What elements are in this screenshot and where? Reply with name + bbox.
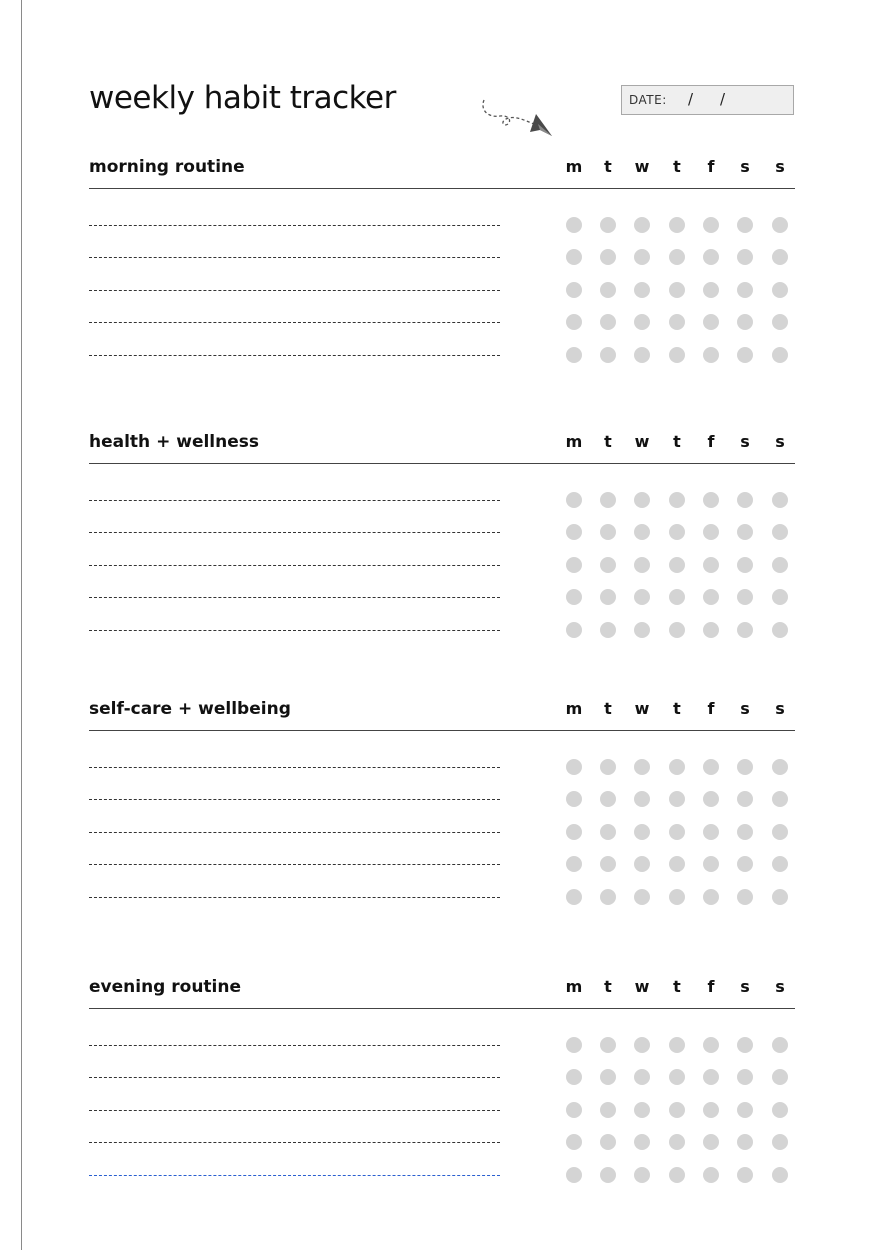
habit-checkbox-dot[interactable] <box>566 1167 582 1183</box>
habit-checkbox-dot[interactable] <box>600 1167 616 1183</box>
habit-checkbox-dot[interactable] <box>772 759 788 775</box>
habit-checkbox-dot[interactable] <box>634 889 650 905</box>
habit-checkbox-dot[interactable] <box>772 1167 788 1183</box>
habit-row <box>89 1132 795 1152</box>
day-label: t <box>604 977 612 996</box>
section-title: morning routine <box>89 157 245 177</box>
day-label: w <box>634 157 650 176</box>
habit-row <box>89 555 795 575</box>
habit-checkbox-dot[interactable] <box>634 589 650 605</box>
date-separator: / <box>720 90 726 108</box>
habit-checkbox-dot[interactable] <box>703 1167 719 1183</box>
section-morning-routine <box>89 155 795 189</box>
habit-checkbox-dot[interactable] <box>737 249 753 265</box>
habit-checkbox-dot[interactable] <box>600 1102 616 1118</box>
habit-checkbox-dot[interactable] <box>703 759 719 775</box>
habit-checkbox-dot[interactable] <box>566 557 582 573</box>
habit-name-line[interactable] <box>89 1142 500 1143</box>
day-label: f <box>707 977 715 996</box>
habit-row <box>89 490 795 510</box>
day-label: s <box>740 157 750 176</box>
habit-checkbox-dot[interactable] <box>669 217 685 233</box>
section-title: evening routine <box>89 977 242 997</box>
section-title: self-care + wellbeing <box>89 699 291 719</box>
habit-checkbox-dot[interactable] <box>600 314 616 330</box>
habit-checkbox-dot[interactable] <box>737 1102 753 1118</box>
habit-checkbox-dot[interactable] <box>600 524 616 540</box>
habit-checkbox-dot[interactable] <box>669 282 685 298</box>
section-header <box>89 430 795 464</box>
day-label: f <box>707 432 715 451</box>
habit-checkbox-dot[interactable] <box>566 347 582 363</box>
habit-name-line[interactable] <box>89 1110 500 1111</box>
day-label: s <box>775 432 785 451</box>
day-label: s <box>740 977 750 996</box>
day-label: t <box>604 699 612 718</box>
habit-name-line[interactable] <box>89 290 500 291</box>
habit-checkbox-dot[interactable] <box>566 1069 582 1085</box>
habit-checkbox-dot[interactable] <box>772 1102 788 1118</box>
date-field[interactable] <box>621 85 794 115</box>
habit-checkbox-dot[interactable] <box>737 622 753 638</box>
habit-checkbox-dot[interactable] <box>634 1167 650 1183</box>
day-label: s <box>775 157 785 176</box>
habit-name-line[interactable] <box>89 322 500 323</box>
habit-checkbox-dot[interactable] <box>703 282 719 298</box>
habit-checkbox-dot[interactable] <box>634 524 650 540</box>
habit-checkbox-dot[interactable] <box>600 856 616 872</box>
habit-checkbox-dot[interactable] <box>772 791 788 807</box>
habit-row <box>89 280 795 300</box>
habit-checkbox-dot[interactable] <box>566 314 582 330</box>
habit-checkbox-dot[interactable] <box>703 347 719 363</box>
habit-checkbox-dot[interactable] <box>737 282 753 298</box>
day-label: t <box>604 157 612 176</box>
page-title: weekly habit tracker <box>89 80 396 116</box>
habit-row <box>89 822 795 842</box>
habit-name-line[interactable] <box>89 897 500 898</box>
habit-row <box>89 345 795 365</box>
habit-checkbox-dot[interactable] <box>634 492 650 508</box>
habit-checkbox-dot[interactable] <box>566 589 582 605</box>
habit-checkbox-dot[interactable] <box>703 1102 719 1118</box>
habit-checkbox-dot[interactable] <box>566 249 582 265</box>
habit-checkbox-dot[interactable] <box>703 524 719 540</box>
section-header <box>89 975 795 1009</box>
habit-checkbox-dot[interactable] <box>566 856 582 872</box>
habit-checkbox-dot[interactable] <box>600 492 616 508</box>
habit-checkbox-dot[interactable] <box>600 347 616 363</box>
habit-checkbox-dot[interactable] <box>772 492 788 508</box>
habit-checkbox-dot[interactable] <box>634 557 650 573</box>
habit-checkbox-dot[interactable] <box>669 889 685 905</box>
habit-checkbox-dot[interactable] <box>566 759 582 775</box>
habit-row <box>89 1035 795 1055</box>
habit-checkbox-dot[interactable] <box>634 791 650 807</box>
habit-checkbox-dot[interactable] <box>737 1167 753 1183</box>
date-separator: / <box>688 90 694 108</box>
habit-row <box>89 789 795 809</box>
habit-checkbox-dot[interactable] <box>566 217 582 233</box>
habit-row <box>89 1067 795 1087</box>
habit-checkbox-dot[interactable] <box>772 824 788 840</box>
habit-checkbox-dot[interactable] <box>703 856 719 872</box>
habit-checkbox-dot[interactable] <box>600 889 616 905</box>
habit-checkbox-dot[interactable] <box>772 1134 788 1150</box>
habit-checkbox-dot[interactable] <box>634 824 650 840</box>
habit-checkbox-dot[interactable] <box>772 314 788 330</box>
habit-checkbox-dot[interactable] <box>669 824 685 840</box>
habit-checkbox-dot[interactable] <box>737 217 753 233</box>
habit-checkbox-dot[interactable] <box>737 492 753 508</box>
habit-checkbox-dot[interactable] <box>566 282 582 298</box>
day-label: t <box>673 157 681 176</box>
habit-checkbox-dot[interactable] <box>634 314 650 330</box>
habit-checkbox-dot[interactable] <box>600 824 616 840</box>
day-label: f <box>707 157 715 176</box>
page-margin-line <box>21 0 22 1250</box>
habit-checkbox-dot[interactable] <box>703 217 719 233</box>
day-label: t <box>673 977 681 996</box>
habit-checkbox-dot[interactable] <box>772 249 788 265</box>
habit-row <box>89 312 795 332</box>
habit-checkbox-dot[interactable] <box>737 856 753 872</box>
habit-checkbox-dot[interactable] <box>703 824 719 840</box>
habit-checkbox-dot[interactable] <box>737 759 753 775</box>
section-header <box>89 697 795 731</box>
habit-checkbox-dot[interactable] <box>737 314 753 330</box>
day-label: m <box>565 699 583 718</box>
habit-name-line[interactable] <box>89 1077 500 1078</box>
habit-checkbox-dot[interactable] <box>737 1037 753 1053</box>
habit-row <box>89 247 795 267</box>
day-label: t <box>604 432 612 451</box>
habit-checkbox-dot[interactable] <box>772 282 788 298</box>
habit-checkbox-dot[interactable] <box>600 217 616 233</box>
habit-checkbox-dot[interactable] <box>669 1069 685 1085</box>
habit-name-line[interactable] <box>89 832 500 833</box>
day-label: s <box>740 432 750 451</box>
habit-checkbox-dot[interactable] <box>772 524 788 540</box>
habit-checkbox-dot[interactable] <box>566 889 582 905</box>
habit-name-line[interactable] <box>89 767 500 768</box>
habit-checkbox-dot[interactable] <box>566 1102 582 1118</box>
habit-checkbox-dot[interactable] <box>703 314 719 330</box>
habit-checkbox-dot[interactable] <box>634 1102 650 1118</box>
habit-checkbox-dot[interactable] <box>669 1037 685 1053</box>
day-label: m <box>565 977 583 996</box>
habit-row <box>89 587 795 607</box>
day-label: m <box>565 157 583 176</box>
habit-checkbox-dot[interactable] <box>600 1134 616 1150</box>
habit-checkbox-dot[interactable] <box>703 1069 719 1085</box>
day-label: m <box>565 432 583 451</box>
day-label: s <box>775 699 785 718</box>
habit-checkbox-dot[interactable] <box>566 492 582 508</box>
section-header <box>89 155 795 189</box>
habit-name-line[interactable] <box>89 257 500 258</box>
habit-checkbox-dot[interactable] <box>703 1037 719 1053</box>
habit-checkbox-dot[interactable] <box>737 1069 753 1085</box>
habit-checkbox-dot[interactable] <box>703 492 719 508</box>
habit-checkbox-dot[interactable] <box>669 1167 685 1183</box>
habit-row <box>89 522 795 542</box>
day-label: t <box>673 432 681 451</box>
habit-name-line[interactable] <box>89 630 500 631</box>
habit-name-line[interactable] <box>89 532 500 533</box>
habit-checkbox-dot[interactable] <box>669 314 685 330</box>
day-label: f <box>707 699 715 718</box>
habit-name-line[interactable] <box>89 1045 500 1046</box>
habit-checkbox-dot[interactable] <box>634 1069 650 1085</box>
habit-checkbox-dot[interactable] <box>600 759 616 775</box>
habit-checkbox-dot[interactable] <box>566 791 582 807</box>
habit-checkbox-dot[interactable] <box>737 791 753 807</box>
habit-checkbox-dot[interactable] <box>772 589 788 605</box>
habit-checkbox-dot[interactable] <box>669 622 685 638</box>
habit-checkbox-dot[interactable] <box>669 557 685 573</box>
habit-checkbox-dot[interactable] <box>669 347 685 363</box>
habit-checkbox-dot[interactable] <box>566 1037 582 1053</box>
habit-row <box>89 757 795 777</box>
habit-name-line[interactable] <box>89 864 500 865</box>
habit-checkbox-dot[interactable] <box>634 249 650 265</box>
habit-row <box>89 1165 795 1185</box>
habit-checkbox-dot[interactable] <box>772 622 788 638</box>
section-health-wellness <box>89 430 795 464</box>
habit-checkbox-dot[interactable] <box>669 1102 685 1118</box>
habit-checkbox-dot[interactable] <box>703 249 719 265</box>
habit-checkbox-dot[interactable] <box>566 524 582 540</box>
habit-checkbox-dot[interactable] <box>600 282 616 298</box>
day-label: s <box>775 977 785 996</box>
habit-checkbox-dot[interactable] <box>703 791 719 807</box>
day-label: w <box>634 977 650 996</box>
habit-checkbox-dot[interactable] <box>772 889 788 905</box>
habit-checkbox-dot[interactable] <box>600 249 616 265</box>
habit-checkbox-dot[interactable] <box>772 1037 788 1053</box>
habit-name-line[interactable] <box>89 225 500 226</box>
habit-checkbox-dot[interactable] <box>669 524 685 540</box>
section-evening-routine <box>89 975 795 1009</box>
habit-checkbox-dot[interactable] <box>703 1134 719 1150</box>
habit-checkbox-dot[interactable] <box>669 589 685 605</box>
habit-checkbox-dot[interactable] <box>634 1134 650 1150</box>
section-self-care-wellbeing <box>89 697 795 731</box>
habit-name-line[interactable] <box>89 597 500 598</box>
day-label: w <box>634 699 650 718</box>
habit-checkbox-dot[interactable] <box>600 1037 616 1053</box>
habit-checkbox-dot[interactable] <box>634 347 650 363</box>
habit-checkbox-dot[interactable] <box>634 282 650 298</box>
habit-checkbox-dot[interactable] <box>634 217 650 233</box>
habit-row <box>89 887 795 907</box>
habit-checkbox-dot[interactable] <box>737 1134 753 1150</box>
section-title: health + wellness <box>89 432 259 452</box>
habit-checkbox-dot[interactable] <box>737 557 753 573</box>
habit-checkbox-dot[interactable] <box>600 622 616 638</box>
habit-checkbox-dot[interactable] <box>669 492 685 508</box>
habit-checkbox-dot[interactable] <box>566 824 582 840</box>
habit-checkbox-dot[interactable] <box>669 249 685 265</box>
day-label: t <box>673 699 681 718</box>
habit-checkbox-dot[interactable] <box>600 557 616 573</box>
habit-checkbox-dot[interactable] <box>634 856 650 872</box>
habit-checkbox-dot[interactable] <box>737 524 753 540</box>
habit-checkbox-dot[interactable] <box>737 347 753 363</box>
day-label: s <box>740 699 750 718</box>
habit-checkbox-dot[interactable] <box>634 759 650 775</box>
habit-row <box>89 620 795 640</box>
habit-row <box>89 215 795 235</box>
habit-checkbox-dot[interactable] <box>634 622 650 638</box>
habit-checkbox-dot[interactable] <box>772 1069 788 1085</box>
habit-checkbox-dot[interactable] <box>772 217 788 233</box>
habit-name-line[interactable] <box>89 355 500 356</box>
habit-checkbox-dot[interactable] <box>772 557 788 573</box>
habit-checkbox-dot[interactable] <box>703 622 719 638</box>
habit-name-line[interactable] <box>89 799 500 800</box>
habit-checkbox-dot[interactable] <box>772 856 788 872</box>
habit-checkbox-dot[interactable] <box>737 889 753 905</box>
habit-checkbox-dot[interactable] <box>566 622 582 638</box>
habit-checkbox-dot[interactable] <box>703 589 719 605</box>
habit-checkbox-dot[interactable] <box>737 589 753 605</box>
habit-checkbox-dot[interactable] <box>669 1134 685 1150</box>
habit-checkbox-dot[interactable] <box>772 347 788 363</box>
habit-name-line[interactable] <box>89 1175 500 1176</box>
habit-checkbox-dot[interactable] <box>566 1134 582 1150</box>
habit-checkbox-dot[interactable] <box>669 759 685 775</box>
habit-checkbox-dot[interactable] <box>703 889 719 905</box>
habit-checkbox-dot[interactable] <box>600 1069 616 1085</box>
day-label: w <box>634 432 650 451</box>
habit-checkbox-dot[interactable] <box>669 856 685 872</box>
habit-checkbox-dot[interactable] <box>669 791 685 807</box>
habit-checkbox-dot[interactable] <box>737 824 753 840</box>
habit-checkbox-dot[interactable] <box>703 557 719 573</box>
paper-plane-arrow-icon <box>478 94 558 142</box>
habit-name-line[interactable] <box>89 565 500 566</box>
habit-checkbox-dot[interactable] <box>634 1037 650 1053</box>
habit-checkbox-dot[interactable] <box>600 791 616 807</box>
habit-row <box>89 1100 795 1120</box>
habit-checkbox-dot[interactable] <box>600 589 616 605</box>
habit-name-line[interactable] <box>89 500 500 501</box>
habit-row <box>89 854 795 874</box>
date-label: DATE: <box>629 93 667 107</box>
